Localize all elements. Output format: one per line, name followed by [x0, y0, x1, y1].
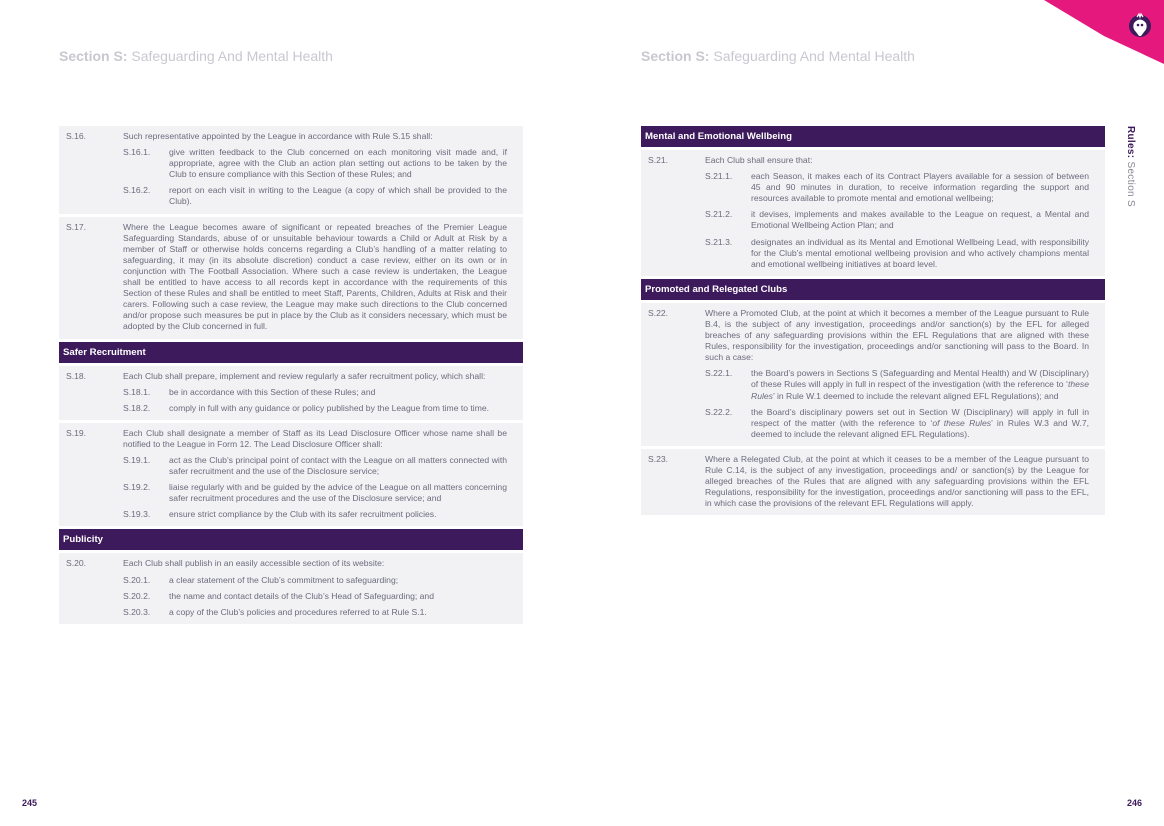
sub-rule-text — [751, 407, 1089, 440]
sub-rule-number: S.21.1. — [705, 171, 733, 182]
rule-number: S.16. — [66, 131, 87, 141]
sub-rule — [123, 455, 507, 477]
sub-rule — [123, 607, 507, 618]
sub-rule-text-part: ’ in Rules W.3 and W.7, deemed to include the relevant aligned EFL Regulations). — [751, 417, 1090, 439]
sub-rule-text — [751, 368, 1089, 401]
sub-rule-number: S.21.2. — [705, 209, 733, 220]
rule-number: S.19. — [66, 427, 87, 438]
rule-s18 — [59, 366, 523, 420]
sub-rule-number: S.20.1. — [123, 574, 151, 585]
sub-rule-number: S.21.3. — [705, 236, 733, 247]
sub-rule — [705, 171, 1089, 204]
rule-text: Such representative appointed by the League in accordance with Rule S.15 shall: — [123, 131, 433, 141]
sub-rule-text: be in accordance with this Section of these Rules; and — [169, 386, 376, 397]
section-heading-prefix: Section S: — [641, 48, 710, 64]
sub-rule-number: S.20.3. — [123, 606, 151, 617]
sub-rule — [123, 591, 507, 602]
page-number-right: 246 — [1126, 798, 1142, 808]
sub-rule-number: S.19.3. — [123, 509, 151, 520]
sub-rule — [705, 209, 1089, 231]
rule-number: S.22. — [648, 307, 669, 318]
section-heading-title: Safeguarding And Mental Health — [131, 48, 333, 64]
rule-text: Each Club shall publish in an easily accessible section of its website: — [123, 558, 385, 569]
rule-s23 — [641, 449, 1105, 515]
rule-text: Where the League becomes aware of significant or repeated breaches of the Premier League Safeguarding Standards, abuse of or unsuitable behaviour towards a Child or Adult at Risk by a member of Staff or otherwise holds concerns regarding a Club’s handling of a matter relating to safeguarding, it may (in its absolute discretion) conduct a case review, either on its own or in conjunction with The Football Association. Where such a case review is undertaken, the League shall be entitled to have access to all records kept in accordance with the requirements of this Section of these Rules and shall be entitled to meet Staff, Parents, Children, Adults at Risk and their carers. Following such a case review, the League may make such directions to the Club concerned and/or propose such measures be put in place by the Club as it considers necessary, which must be adopted by the Club concerned in full. — [123, 221, 507, 332]
rule-number: S.21. — [648, 155, 669, 165]
rule-text: Where a Promoted Club, at the point at which it becomes a member of the League pursuant to Rule B.4, is the subject of any investigation, proceedings and/or sanction(s) by the EFL for alleged breaches of any safeguarding provisions within the EFL Regulations that are aligned with these Rules, responsibility for the investigation, proceedings and/or sanctioning will pass to the Board. In such a case: — [705, 307, 1089, 363]
side-tab-text: Section S — [1125, 161, 1136, 207]
sub-rule-text-emphasis: these Rules — [751, 379, 1089, 401]
sub-rule — [705, 407, 1089, 440]
sub-rule-text: ensure strict compliance by the Club with its safer recruitment policies. — [169, 509, 437, 520]
sub-rule — [123, 509, 507, 520]
section-heading-left — [59, 48, 333, 64]
left-column — [59, 126, 523, 627]
sub-rule-text: give written feedback to the Club concerned on each monitoring visit made and, if appropriate, agree with the Club an action plan setting out actions to be taken by the Club to ensure compliance with this Section of these Rules; and — [169, 147, 507, 180]
sub-rule — [705, 237, 1089, 270]
section-heading-right — [641, 48, 915, 64]
side-tab — [1125, 126, 1136, 207]
sub-rule-text: liaise regularly with and be guided by the advice of the League on all matters concerning safer recruitment procedures and the use of the Disclosure service; and — [169, 482, 507, 504]
category-header-promoted-relegated: Promoted and Relegated Clubs — [641, 279, 1105, 300]
rule-number: S.20. — [66, 558, 87, 569]
sub-rule — [123, 185, 507, 207]
corner-brand-graphic — [1004, 0, 1164, 70]
sub-rule — [705, 368, 1089, 401]
rule-s17 — [59, 217, 523, 339]
sub-rule-text-part: the Board’s powers in Sections S (Safeguarding and Mental Health) and W (Disciplinary) of these Rules will apply in full in respect of the investigation (with the reference to ‘ — [751, 368, 1089, 390]
sub-rule — [123, 482, 507, 504]
category-header-wellbeing: Mental and Emotional Wellbeing — [641, 126, 1105, 147]
rule-number: S.18. — [66, 370, 87, 381]
category-header-safer-recruitment: Safer Recruitment — [59, 342, 523, 363]
section-heading-prefix: Section S: — [59, 48, 128, 64]
rule-text: Each Club shall designate a member of Staff as its Lead Disclosure Officer whose name shall be notified to the League in Form 12. The Lead Disclosure Officer shall: — [123, 427, 507, 449]
rule-s16 — [59, 126, 523, 214]
rule-text: Where a Relegated Club, at the point at which it ceases to be a member of the League pursuant to Rule C.14, is the subject of any investigation, proceedings and/ or sanction(s) by the League for alleged breaches of the Rules that are aligned with any safeguarding provisions within the EFL Regulations, responsibility for the investigation, proceedings and/or sanctioning will pass to the EFL, in which case the provisions of the relevant EFL Regulations will apply. — [705, 453, 1089, 509]
sub-rule-number: S.16.2. — [123, 185, 151, 196]
sub-rule-text-part: the Board’s disciplinary powers set out in Section W (Disciplinary) will apply in full in respect of the matter (with the reference to ‘ — [751, 406, 1089, 428]
sub-rule — [123, 387, 507, 398]
sub-rule-text: a clear statement of the Club’s commitment to safeguarding; — [169, 574, 399, 585]
sub-rule-text: the name and contact details of the Club’s Head of Safeguarding; and — [169, 590, 434, 601]
category-header-publicity: Publicity — [59, 529, 523, 550]
sub-rule-number: S.19.2. — [123, 482, 151, 493]
rule-text: Each Club shall prepare, implement and review regularly a safer recruitment policy, which shall: — [123, 370, 486, 381]
sub-rule-text-part: ’ in Rule W.1 deemed to include the relevant aligned EFL Regulations); and — [772, 390, 1059, 401]
sub-rule-number: S.20.2. — [123, 590, 151, 601]
sub-rule-text: a copy of the Club’s policies and procedures referred to at Rule S.1. — [169, 606, 427, 617]
sub-rule — [123, 575, 507, 586]
rule-s19 — [59, 423, 523, 527]
sub-rule-text: report on each visit in writing to the League (a copy of which shall be provided to the Club). — [169, 185, 507, 207]
right-column — [641, 126, 1105, 518]
sub-rule — [123, 403, 507, 414]
sub-rule-number: S.22.2. — [705, 406, 733, 417]
section-heading-title: Safeguarding And Mental Health — [713, 48, 915, 64]
rule-number: S.23. — [648, 453, 669, 464]
rule-s22 — [641, 303, 1105, 446]
rule-s20 — [59, 553, 523, 623]
sub-rule — [123, 147, 507, 180]
rule-s21 — [641, 150, 1105, 276]
sub-rule-number: S.16.1. — [123, 147, 151, 158]
sub-rule-number: S.18.2. — [123, 402, 151, 413]
sub-rule-text: comply in full with any guidance or policy published by the League from time to time. — [169, 402, 490, 413]
sub-rule-text: each Season, it makes each of its Contract Players available for a session of between 45 and 90 minutes in duration, to receive information regarding the support and resources available to promote mental and emotional wellbeing; — [751, 171, 1089, 204]
sub-rule-number: S.19.1. — [123, 454, 151, 465]
sub-rule-text: act as the Club’s principal point of contact with the League on all matters connected with safer recruitment and the use of the Disclosure service; — [169, 454, 507, 477]
sub-rule-text: designates an individual as its Mental and Emotional Wellbeing Lead, with responsibility for the Club’s mental emotional wellbeing provision and who actively champions mental and emotional wellbeing initiatives at board level. — [751, 236, 1089, 269]
rule-text: Each Club shall ensure that: — [705, 155, 813, 165]
sub-rule-number: S.22.1. — [705, 368, 733, 379]
sub-rule-text-emphasis: of these Rules — [932, 417, 992, 428]
side-tab-bold: Rules: — [1125, 126, 1136, 159]
sub-rule-text: it devises, implements and makes available to the League on request, a Mental and Emotional Wellbeing Action Plan; and — [751, 209, 1089, 231]
rule-number: S.17. — [66, 221, 87, 232]
sub-rule-number: S.18.1. — [123, 386, 151, 397]
page-number-left: 245 — [22, 798, 38, 808]
